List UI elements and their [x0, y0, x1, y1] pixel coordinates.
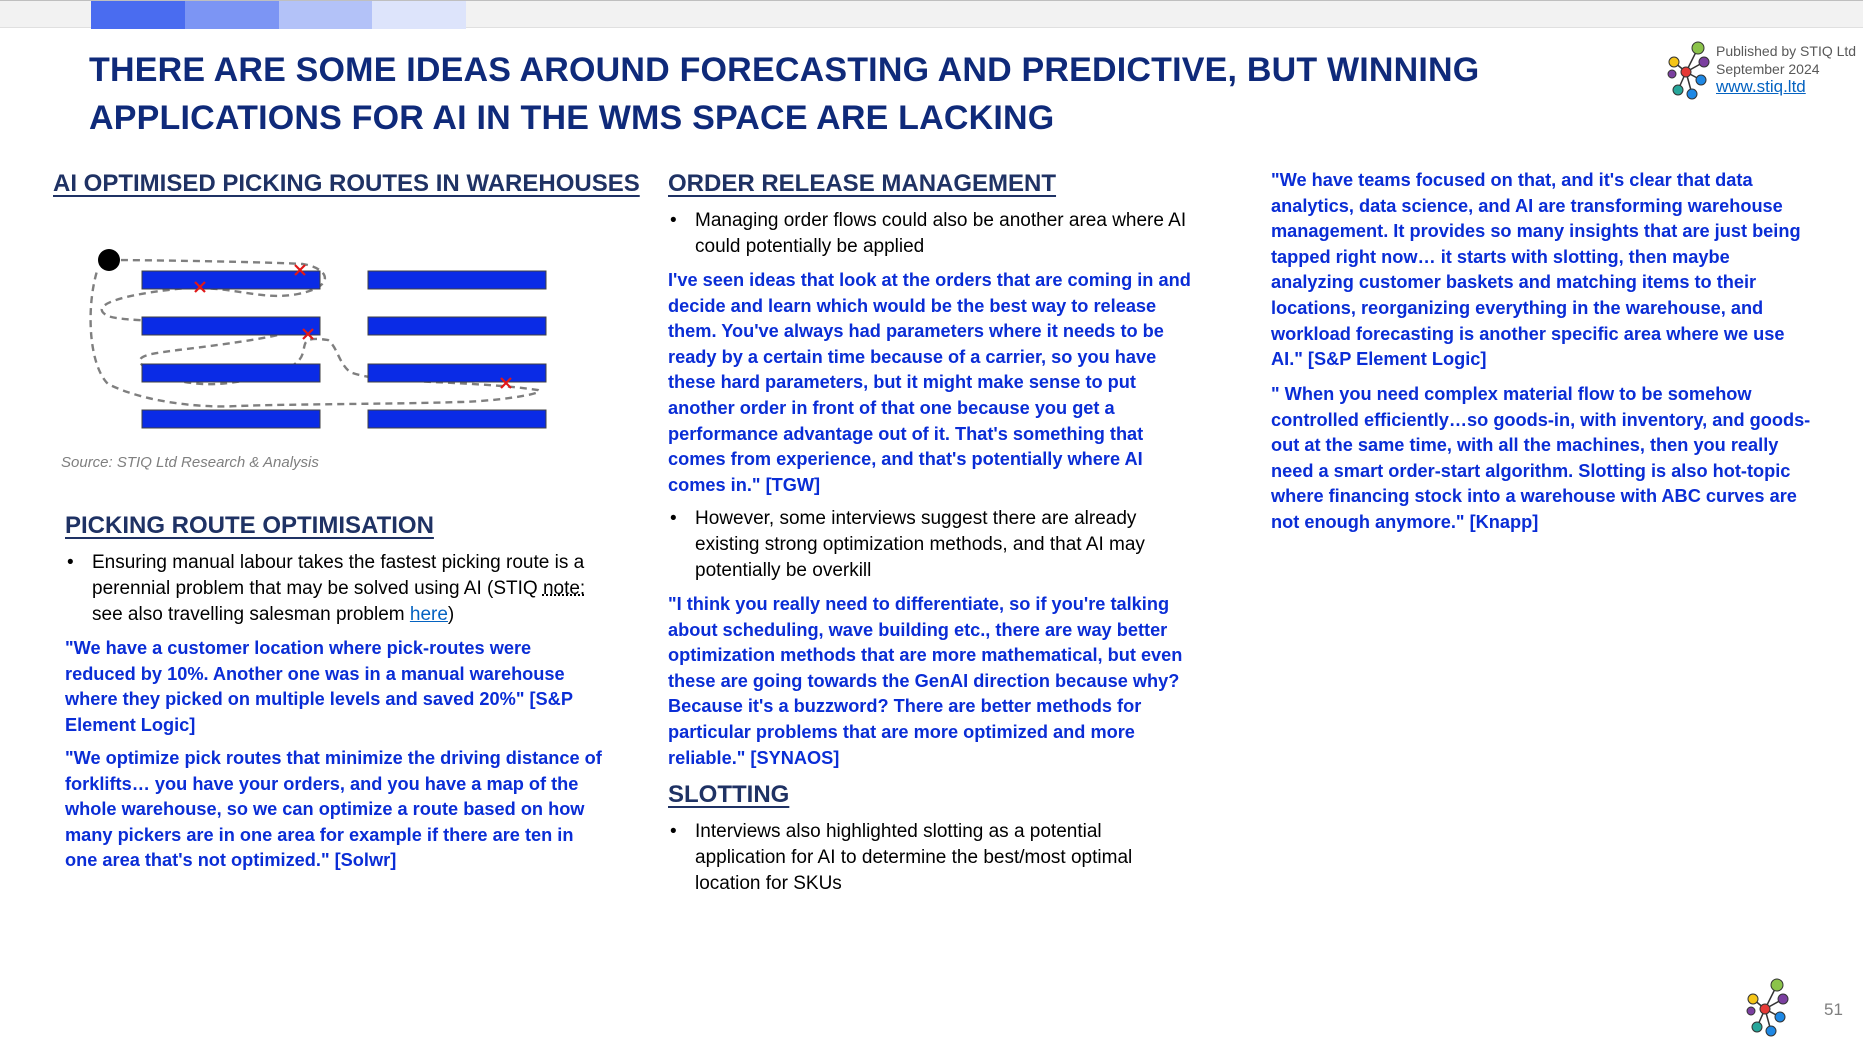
- route-start-point: [98, 249, 120, 271]
- quote-synaos: "I think you really need to differentiate, so if you're talking about scheduling, wave building etc., there are way better optimization methods that are more mathematical, but even these are going towards the GenAI direction because why? Because it's a buzzword? There are better methods for particular problems that are more optimized and more reliable." [SYNAOS]: [668, 594, 1183, 768]
- rack-shelf: [142, 364, 320, 382]
- progress-bar: [0, 0, 1863, 28]
- progress-segment-2: [185, 1, 279, 29]
- bullet-item: • However, some interviews suggest there are already existing strong optimization methods, and that AI may potentially be overkill: [668, 506, 1198, 584]
- page-number: 51: [1824, 1000, 1843, 1019]
- publisher-info: [1716, 42, 1856, 96]
- rack-shelf: [368, 317, 546, 335]
- published-by: Published by STIQ Ltd: [1716, 43, 1857, 59]
- slotting-bullets: [668, 819, 1188, 901]
- quote-sp-element-logic: "We have a customer location where pick-routes were reduced by 10%. Another one was in a manual warehouse where they picked on multiple levels and saved 20%" [S&P Element Logic]: [65, 638, 573, 735]
- progress-segment-4: [372, 1, 466, 29]
- quote-sp-element-logic-2: "We have teams focused on that, and it's clear that data analytics, data science, and AI are transforming warehouse management. It provides so many insights that are just being tapped right now… it starts with slotting, then maybe analyzing customer baskets and matching items to their locations, reorganizing everything in the warehouse, and workload forecasting is another specific area where we use AI." [S&P Element Logic]: [1271, 170, 1801, 370]
- bullet-item: [65, 550, 595, 628]
- quote-knapp: " When you need complex material flow to be somehow controlled efficiently…so goods-in, with inventory, and goods-out at the same time, with all the machines, then you really need a smart order-start algorithm. Slotting is also hot-topic where financing stock into a warehouse with ABC curves are not enough anymore." [Knapp]: [1271, 384, 1811, 532]
- rack-shelf: [142, 317, 320, 335]
- bullet-text: ): [447, 604, 455, 625]
- bullet-item: • Interviews also highlighted slotting as a potential application for AI to determine the best/most optimal location for SKUs: [668, 819, 1188, 897]
- rack-shelf: [368, 364, 546, 382]
- website-link[interactable]: www.stiq.ltd: [1716, 77, 1806, 96]
- progress-segment-3: [279, 1, 372, 29]
- rack-shelf: [368, 410, 546, 428]
- picking-bullets: [65, 550, 595, 632]
- stiq-footer-logo-icon: [1745, 974, 1791, 1042]
- quote-tgw: I've seen ideas that look at the orders that are coming in and decide and learn which would be the best way to release them. You've always had parameters where it needs to be ready by a certain time because of a carrier, so you have these hard parameters, but it might make sense to put another order in front of that one because you get a performance advantage out of it. That's something that comes from experience, and that's potentially where AI comes in." [TGW]: [668, 270, 1191, 495]
- source-note: Source: STIQ Ltd Research & Analysis: [61, 454, 319, 471]
- rack-shelf: [142, 410, 320, 428]
- picking-route-diagram: [88, 244, 558, 444]
- rack-shelf: [142, 271, 320, 289]
- rack-shelf: [368, 271, 546, 289]
- note-label: note:: [542, 578, 586, 599]
- diagram-heading: AI OPTIMISED PICKING ROUTES IN WAREHOUSES: [53, 170, 640, 197]
- section-heading-picking-route: PICKING ROUTE OPTIMISATION: [65, 512, 434, 539]
- bullet-text: Ensuring manual labour takes the fastest picking route is a perennial problem that may be solved using AI (STIQ: [92, 552, 585, 599]
- bullet-text: see also travelling salesman problem: [92, 604, 410, 625]
- section-heading-slotting: SLOTTING: [668, 781, 790, 808]
- order-release-bullets-2: [668, 506, 1198, 588]
- stiq-logo-icon: [1666, 40, 1712, 102]
- bullet-item: • Managing order flows could also be another area where AI could potentially be applied: [668, 208, 1198, 260]
- quote-solwr: "We optimize pick routes that minimize the driving distance of forklifts… you have your orders, and you have a map of the whole warehouse, so we can optimize a route based on how many pickers are in one area for example if there are ten in one area that's not optimized." [Solwr]: [65, 748, 602, 871]
- publish-date: September 2024: [1716, 61, 1820, 77]
- page-title: THERE ARE SOME IDEAS AROUND FORECASTING AND PREDICTIVE, BUT WINNING APPLICATIONS FOR AI IN THE WMS SPACE ARE LACKING: [89, 51, 1480, 137]
- here-link[interactable]: here: [409, 604, 448, 625]
- section-heading-order-release: ORDER RELEASE MANAGEMENT: [668, 170, 1057, 197]
- progress-segment-1: [91, 1, 185, 29]
- order-release-bullets-1: [668, 208, 1198, 264]
